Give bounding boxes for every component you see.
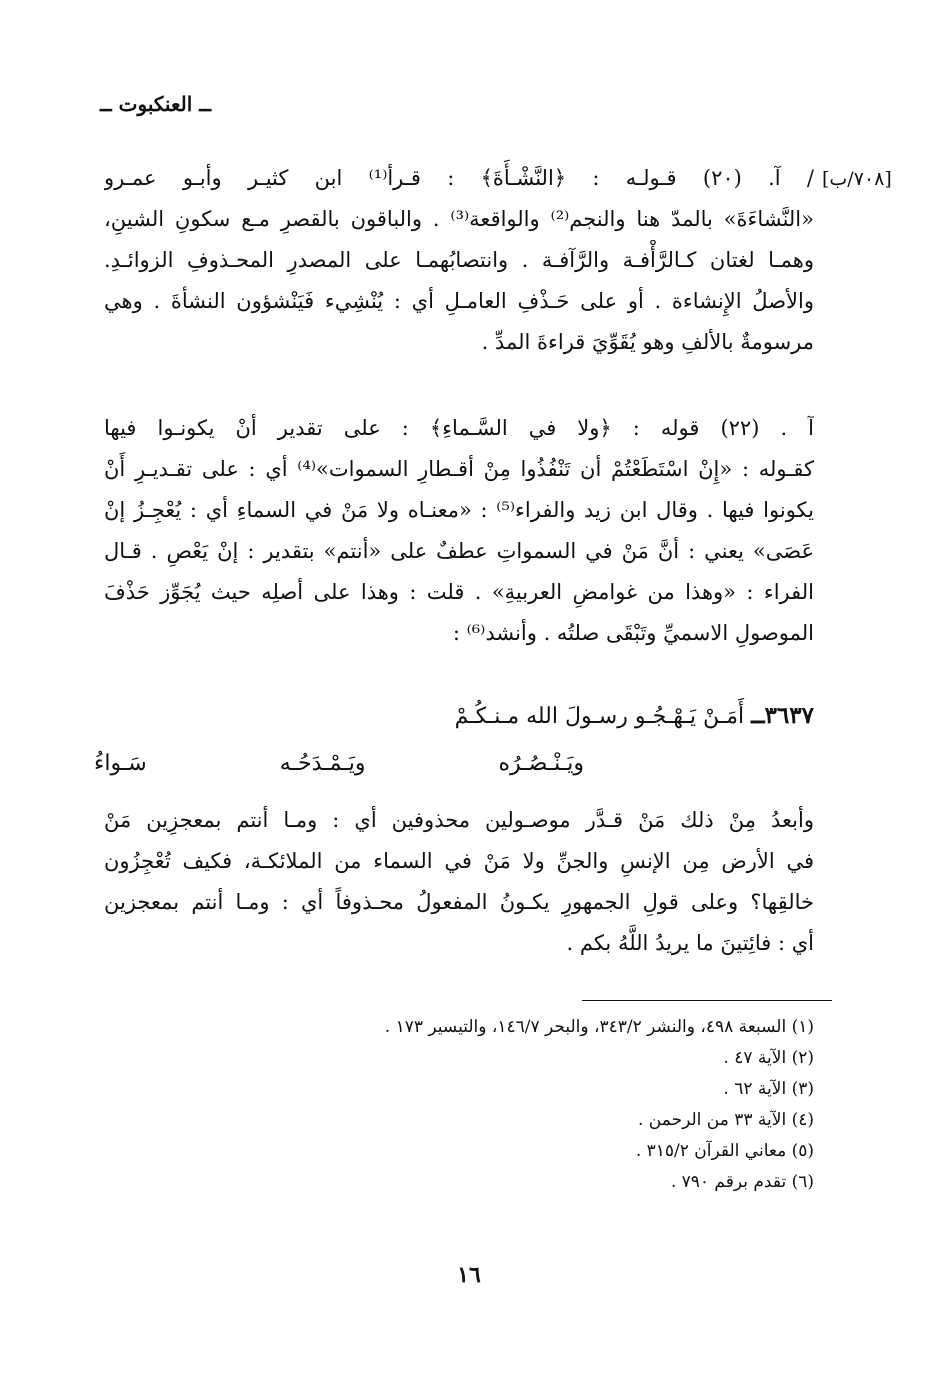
text-line: كقـوله : «إِنْ اسْتَطَعْتُمْ أن تَنْفُذُوا مِنْ أقـطارِ السموات»⁽⁴⁾ أي : على تقـديـرِ أَنْ — [104, 457, 814, 481]
text-line: / آ. (٢٠) قـولـه : ﴿النَّشْـأَةَ﴾ : قـرأ⁽¹⁾ ابن كثيـر وأبـو عمـرو — [104, 166, 814, 190]
text-line: أي : فائِتينَ ما يريدُ اللَّهُ بكم . — [566, 931, 814, 955]
poetry-verse-second-hemistich — [94, 743, 584, 785]
text-line: «النَّشاءَةَ» بالمدّ هنا والنجم⁽²⁾ والواقعة⁽³⁾ . والباقون بالقصرِ مـع سكونِ الشينِ، — [104, 207, 814, 231]
verse-text: أَمَـنْ يَـهْـجُـو رسـولَ الله مـنـكُـمْ — [454, 704, 745, 729]
paragraph-commentary — [104, 800, 814, 964]
running-header: ــ العنكبوت ــ — [100, 92, 211, 116]
footnote: (٥) معاني القرآن ٣١٥/٢ . — [635, 1141, 814, 1161]
footnote-divider — [582, 1000, 832, 1001]
text-line: الموصولِ الاسميِّ وتَبْقَى صلتُه . وأنشد⁽⁶⁾ : — [452, 621, 814, 645]
footnote: (٤) الآية ٣٣ من الرحمن . — [638, 1110, 814, 1130]
text-line: الفراء : «وهذا من غوامضِ العربيةِ» . قلت : وهذا على أصلِه حيث يُجَوِّز حَذْفَ — [104, 580, 814, 604]
verse-number: ٣٦٣٧ــ — [751, 702, 814, 729]
text-line: وهمـا لغتان كـالرَّأْفـة والرَّآفـة . وانتصابُهمـا على المصدرِ المحـذوفِ الزوائـدِ. — [104, 248, 814, 272]
poetry-verse-first-hemistich — [104, 695, 814, 738]
page-number: ١٦ — [457, 1262, 481, 1288]
manuscript-folio-reference: [٧٠٨/ب] — [822, 168, 892, 190]
paragraph-verse-22 — [104, 408, 814, 654]
footnote: (٦) تقدم برقم ٧٩٠ . — [670, 1172, 814, 1192]
text-line: عَصَى» يعني : أنَّ مَنْ في السمواتِ عطفٌ على «أنتم» بتقدير : إنْ يَعْصِ . قـال — [104, 539, 814, 563]
text-line: مرسومةٌ بالألفِ وهو يُقَوِّيَ قراءةَ المدِّ . — [481, 330, 814, 354]
footnote: (٣) الآية ٦٢ . — [723, 1079, 814, 1099]
text-line: والأصلُ الإِنشاءة . أو على حَـذْفِ العامـلِ أي : يُنْشِيء فَيَنْشؤون النشأةَ . وهي — [104, 289, 814, 313]
verse-word: ويَـنْـصُـرُه — [498, 751, 584, 776]
footnote: (٢) الآية ٤٧ . — [723, 1048, 814, 1068]
footnote: (١) السبعة ٤٩٨، والنشر ٣٤٣/٢، والبحر ١٤٦/٧، والتيسير ١٧٣ . — [384, 1017, 814, 1037]
text-line: خالقِها؟ وعلى قولِ الجمهورِ يكـونُ المفعولُ محـذوفاً أي : ومـا أنتم بمعجزين — [104, 890, 814, 914]
verse-word: ويَـمْـدَحُـه — [279, 751, 366, 776]
text-line: آ . (٢٢) قوله : ﴿ولا في السَّـماءِ﴾ : على تقدير أنْ يكونـوا فيها — [104, 416, 814, 440]
footnotes — [104, 1012, 814, 1198]
paragraph-verse-20 — [104, 158, 814, 363]
verse-word: سَـواءُ — [94, 751, 147, 776]
text-line: وأبعدُ مِنْ ذلك مَنْ قـدَّر موصـولين محذوفين أي : ومـا أنتم بمعجزِين مَنْ — [104, 808, 814, 832]
text-line: يكونوا فيها . وقال ابن زيد والفراء⁽⁵⁾ : «معنـاه ولا مَنْ في السماءِ أي : يُعْجِـزُ إنْ — [104, 498, 814, 522]
text-line: في الأرض مِن الإنسِ والجنِّ ولا مَنْ في السماء من الملائكـة، فكيف تُعْجِزُون — [104, 849, 814, 873]
